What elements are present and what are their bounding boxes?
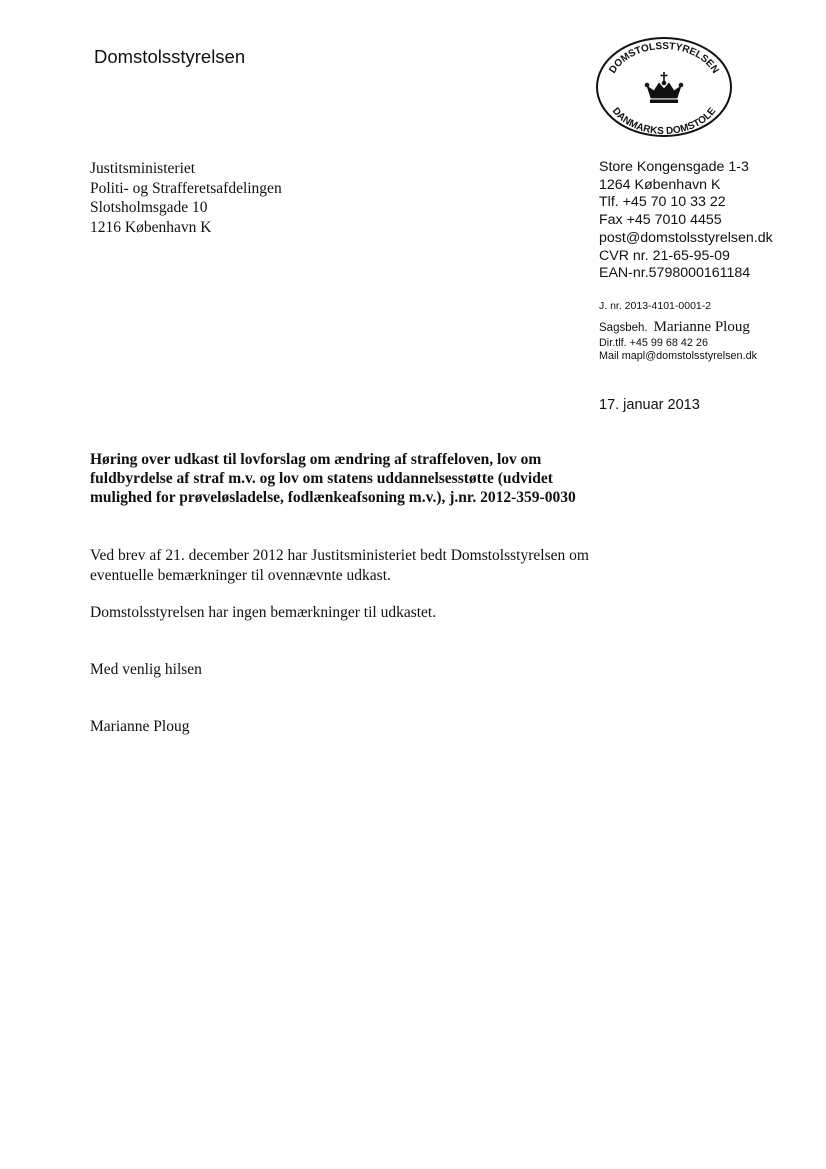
sender-line: CVR nr. 21-65-95-09 — [599, 247, 730, 264]
organization-name: Domstolsstyrelsen — [94, 46, 246, 67]
case-handler-mail: Mail mapl@domstolsstyrelsen.dk — [599, 350, 757, 362]
body-paragraph: Ved brev af 21. december 2012 har Justitsministeriet bedt Domstolsstyrelsen om eventuelle bemærkninger til ovennævnte udkast. — [90, 547, 589, 584]
sender-line: Fax +45 7010 4455 — [599, 212, 722, 229]
body-paragraph: Domstolsstyrelsen har ingen bemærkninger til udkastet. — [90, 604, 437, 621]
sender-line: EAN-nr.5798000161184 — [599, 265, 751, 282]
sender-line: Store Kongensgade 1-3 — [599, 159, 749, 175]
recipient-line: Justitsministeriet — [90, 160, 196, 177]
closing-salutation: Med venlig hilsen — [90, 661, 202, 678]
court-seal — [595, 36, 733, 138]
letter-date: 17. januar 2013 — [599, 397, 700, 413]
case-handler-label: Sagsbeh. — [599, 322, 648, 334]
direct-phone: Dir.tlf. +45 99 68 42 26 — [599, 337, 708, 349]
recipient-line: Politi- og Strafferetsafdelingen — [90, 179, 282, 197]
sender-line: 1264 København K — [599, 176, 721, 193]
signatory-name: Marianne Ploug — [90, 718, 190, 735]
case-info — [599, 300, 757, 362]
svg-text:DANMARKS DOMSTOLE — [610, 106, 719, 138]
sender-email: post@domstolsstyrelsen.dk — [599, 229, 773, 246]
journal-number: J. nr. 2013-4101-0001-2 — [599, 300, 712, 312]
recipient-line: 1216 København K — [90, 219, 212, 237]
sender-address — [599, 159, 773, 283]
recipient-address — [90, 159, 282, 238]
case-handler — [599, 318, 757, 336]
letter-subject: Høring over udkast til lovforslag om ændring af straffeloven, lov om fuldbyrdelse af straf m.v. og lov om statens uddannelsesstøtte (udvidet mulighed for prøveløsladelse, fodlænkeafsoning m.v.), j.nr. 2012-359-0030 — [90, 451, 576, 506]
sender-line: Tlf. +45 70 10 33 22 — [599, 194, 726, 211]
case-handler-name: Marianne Ploug — [653, 319, 750, 335]
seal-top-text: DOMSTOLSSTYRELSEN — [607, 40, 721, 76]
recipient-line: Slotsholmsgade 10 — [90, 199, 208, 217]
crown-icon — [645, 72, 683, 103]
seal-bottom-text: DANMARKS DOMSTOLE — [609, 105, 719, 138]
svg-text:DOMSTOLSSTYRELSEN — [607, 41, 720, 76]
